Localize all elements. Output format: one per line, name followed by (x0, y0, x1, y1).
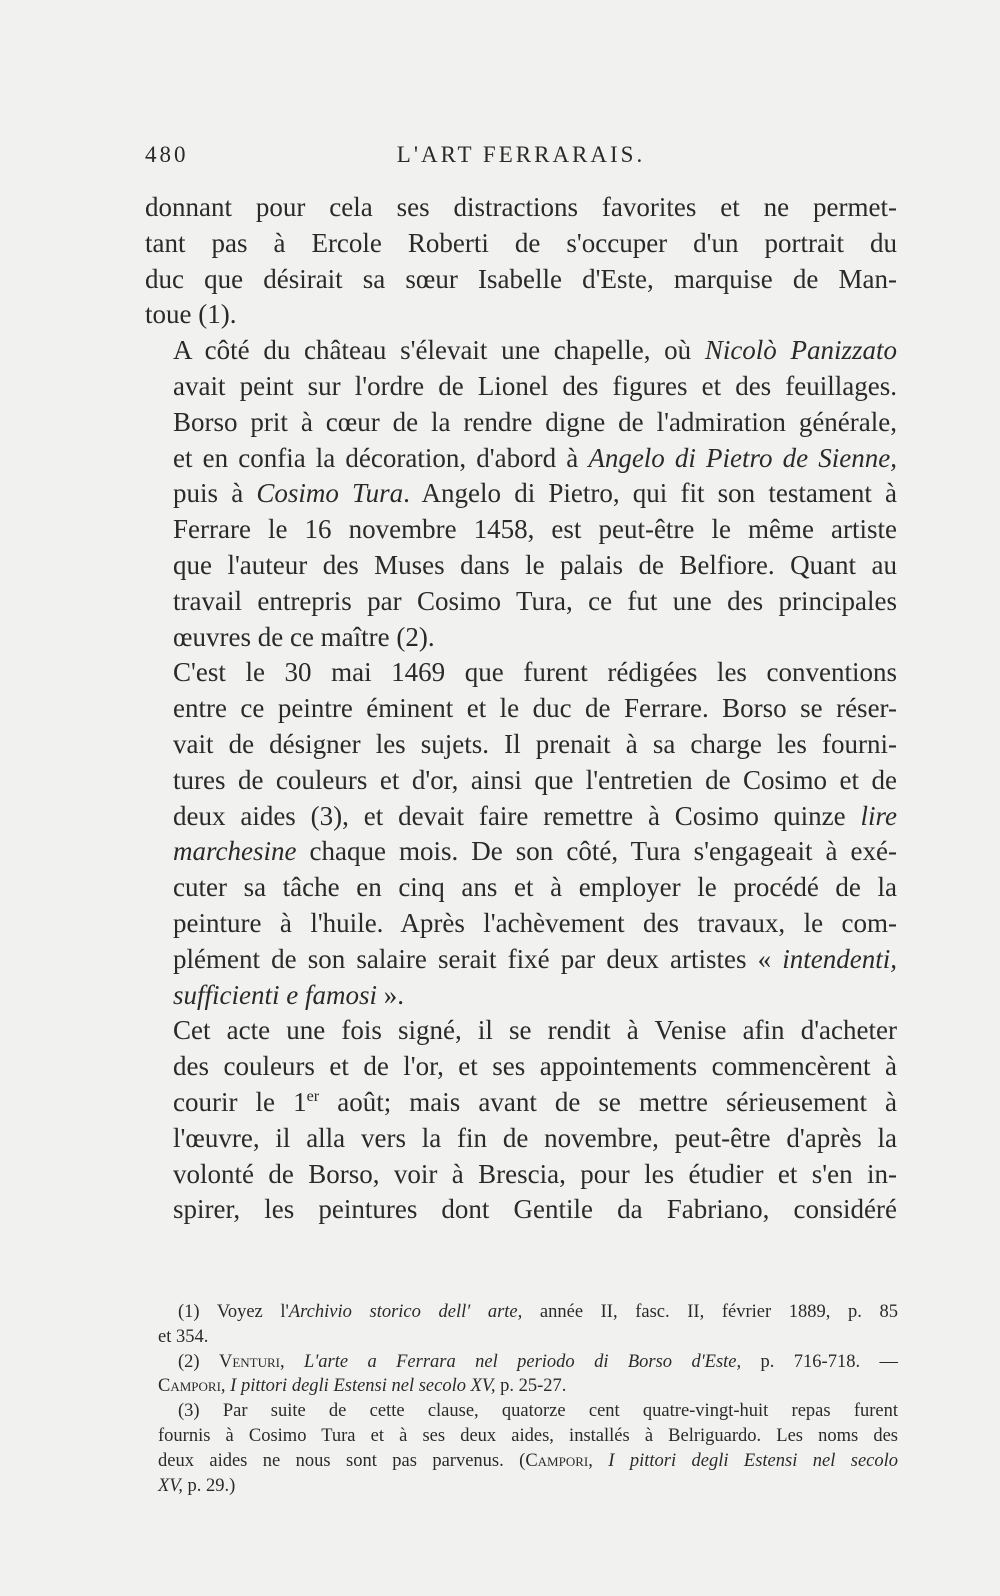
italic-title: I pittori degli Estensi nel secolo (608, 1450, 899, 1471)
text-span: (1) Voyez l' (178, 1302, 289, 1322)
footnote-line: fournis à Cosimo Tura et à ses deux aides, installés à Belriguardo. Les noms des (158, 1425, 898, 1446)
text-span: (2) (178, 1351, 219, 1372)
text-span: . Angelo di Pietro, qui fit son testament à (403, 478, 897, 509)
text-line (145, 978, 897, 1014)
text-span: deux aides (3), et devait faire remettre à Cosimo quinze (173, 800, 861, 831)
text-line (145, 942, 897, 978)
text-line (145, 476, 897, 512)
text-line: que l'auteur des Muses dans le palais de Belfiore. Quant au (173, 549, 897, 580)
footnote-line (138, 1374, 898, 1399)
text-line: œuvres de ce maître (2). (173, 621, 435, 652)
text-span: , (588, 1450, 609, 1471)
italic-name: Angelo di Pietro de Sienne, (588, 442, 898, 473)
footnotes (158, 1300, 898, 1498)
paragraph-1 (145, 190, 897, 333)
text-line (145, 333, 897, 369)
footnote-1 (158, 1300, 898, 1350)
running-title: L'ART FERRARAIS. (396, 142, 646, 167)
italic-name: Cosimo Tura (256, 478, 404, 509)
text-span: , (280, 1351, 305, 1372)
italic-title: XV, (158, 1475, 183, 1496)
author-name: Venturi (218, 1351, 280, 1372)
text-line: duc que désirait sa sœur Isabelle d'Este, marquise de Man- (145, 263, 897, 294)
italic-term: lire (860, 800, 897, 831)
footnote-3 (158, 1399, 898, 1498)
text-span: et en confia la décoration, d'abord à (173, 442, 589, 473)
body-text (145, 190, 897, 1228)
italic-quote: sufficienti e famosi (173, 979, 377, 1010)
italic-title: Archivio storico dell' arte, (288, 1302, 523, 1322)
text-line: peinture à l'huile. Après l'achèvement des travaux, le com- (173, 907, 897, 938)
footnote-2 (158, 1350, 898, 1400)
text-span: A côté du château s'élevait une chapelle, où (173, 335, 705, 366)
text-line: avait peint sur l'ordre de Lionel des figures et des feuillages. (173, 370, 897, 401)
footnote-line: et 354. (158, 1326, 209, 1347)
text-line: Cet acte une fois signé, il se rendit à Venise afin d'acheter (173, 1015, 897, 1046)
text-line: tures de couleurs et d'or, ainsi que l'entretien de Cosimo et de (173, 764, 897, 795)
text-span: année II, fasc. II, février 1889, p. 85 (522, 1302, 898, 1322)
text-span: ». (376, 979, 404, 1010)
text-line (145, 1085, 897, 1121)
author-name: Campori (158, 1376, 221, 1397)
italic-term: marchesine (173, 836, 297, 867)
footnote-line: (3) Par suite de cette clause, quatorze cent quatre-vingt-huit repas furent (178, 1401, 898, 1422)
italic-quote: intendenti, (782, 943, 897, 974)
italic-title: L'arte a Ferrara nel periodo di Borso d'Este, (304, 1351, 742, 1372)
paragraph-2 (145, 333, 897, 655)
text-span: plément de son salaire serait fixé par deux artistes « (173, 943, 783, 974)
superscript: er (306, 1086, 320, 1105)
text-line: C'est le 30 mai 1469 que furent rédigées les conventions (173, 657, 897, 688)
text-span: courir le 1 (173, 1086, 307, 1117)
text-line: Borso prit à cœur de la rendre digne de l'admiration générale, (173, 406, 897, 437)
paragraph-3 (145, 655, 897, 1013)
text-line: cuter sa tâche en cinq ans et à employer le procédé de la (173, 872, 897, 903)
text-line: toue (1). (145, 299, 237, 330)
text-span: p. 25-27. (495, 1376, 567, 1397)
text-line: Ferrare le 16 novembre 1458, est peut-être le même artiste (173, 514, 897, 545)
text-line (145, 441, 897, 477)
text-span: p. 716-718. — (741, 1351, 898, 1372)
text-span: deux aides ne nous sont pas parvenus. ( (158, 1450, 526, 1471)
text-line: entre ce peintre éminent et le duc de Ferrare. Borso se réser- (173, 693, 897, 724)
text-span: p. 29.) (182, 1475, 236, 1496)
footnote-line (158, 1300, 898, 1325)
text-span: chaque mois. De son côté, Tura s'engageait à exé- (296, 836, 897, 867)
text-line: spirer, les peintures dont Gentile da Fabriano, considéré (173, 1194, 897, 1225)
text-line (145, 834, 897, 870)
page-header (145, 142, 897, 182)
text-span: , (220, 1376, 231, 1397)
paragraph-4 (145, 1013, 897, 1228)
text-span: août; mais avant de se mettre sérieusement à (319, 1086, 898, 1117)
italic-title: I pittori degli Estensi nel secolo XV, (230, 1376, 496, 1397)
text-line: tant pas à Ercole Roberti de s'occuper d'un portrait du (145, 227, 897, 258)
footnote-line (138, 1449, 898, 1474)
author-name: Campori (525, 1450, 589, 1471)
footnote-line (138, 1474, 898, 1499)
text-line: des couleurs et de l'or, et ses appointements commencèrent à (173, 1051, 897, 1082)
text-span: puis à (173, 478, 257, 509)
text-line: vait de désigner les sujets. Il prenait à sa charge les fourni- (173, 728, 897, 759)
page-number: 480 (145, 142, 189, 167)
text-line: l'œuvre, il alla vers la fin de novembre, peut-être d'après la (173, 1122, 897, 1153)
italic-name: Nicolò Panizzato (704, 335, 897, 366)
text-line: donnant pour cela ses distractions favorites et ne permet- (145, 192, 897, 222)
text-line: travail entrepris par Cosimo Tura, ce fut une des principales (173, 585, 897, 616)
text-line (145, 799, 897, 835)
footnote-line (158, 1350, 898, 1375)
text-line: volonté de Borso, voir à Brescia, pour les étudier et s'en in- (173, 1158, 897, 1189)
